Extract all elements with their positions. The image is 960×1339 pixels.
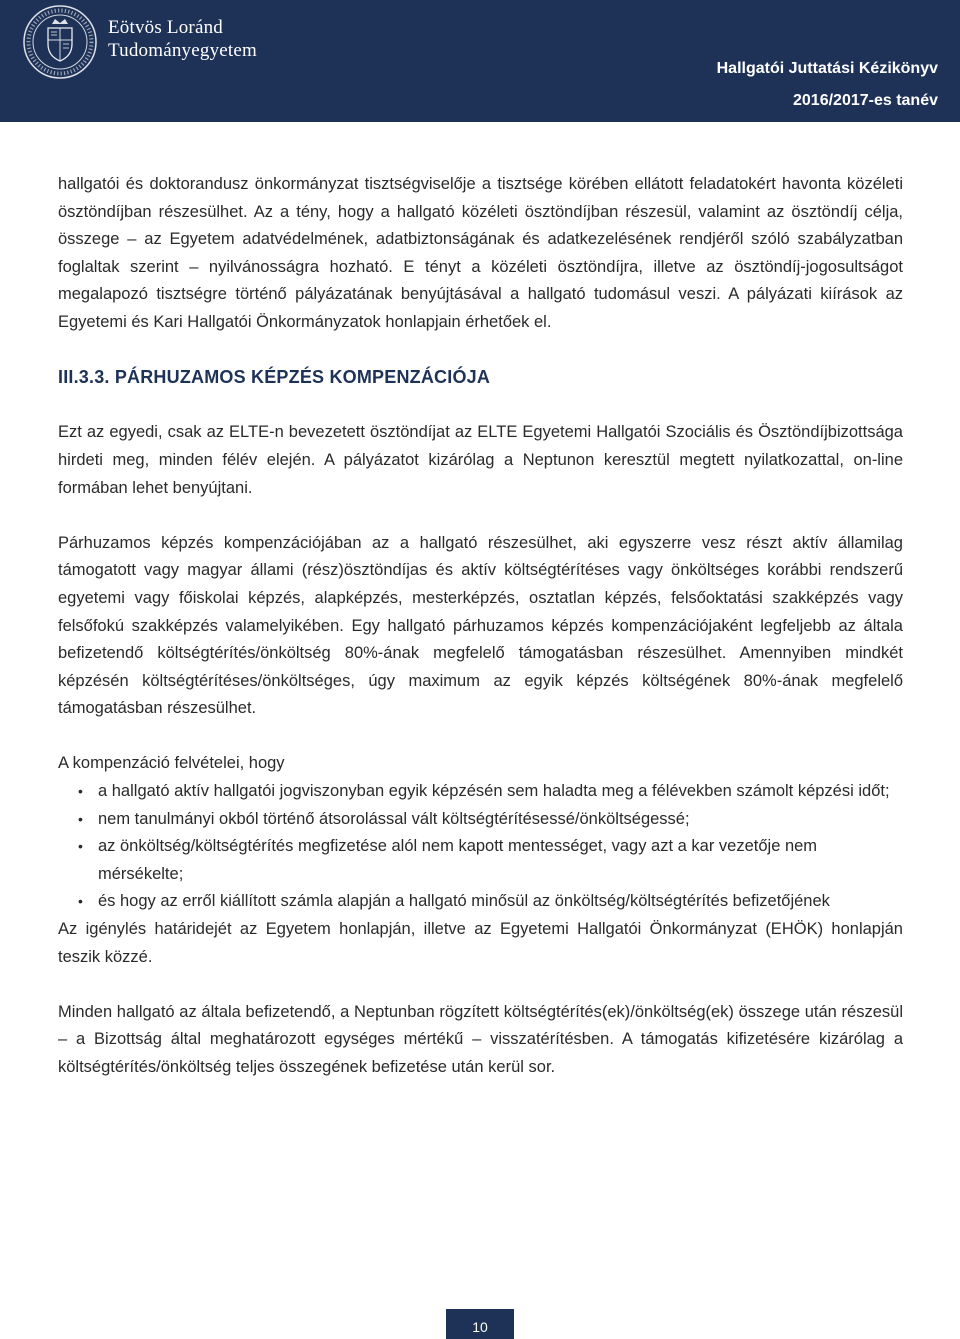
- header-year-strip: [0, 85, 960, 122]
- paragraph-elte-scholarship: Ezt az egyedi, csak az ELTE-n bevezetett ösztöndíjat az ELTE Egyetemi Hallgatói Szociális és Ösztöndíjbizottsága hirdeti meg, minden félév elején. A pályázatot kizárólag a Neptunon keresztül megtett nyilatkozattal, on-line formában lehet benyújtani.: [58, 423, 903, 497]
- paragraph-public-scholarship: hallgatói és doktorandusz önkormányzat tisztségviselője a tisztsége körében ellátott feladatokért havonta közéleti ösztöndíjban részesülhet. Az a tény, hogy a hallgató közéleti ösztöndíjban részesül, valamint az ösztöndíj célja, összege – az Egyetem adatvédelmének, adatbiztonságának és adatkezelésének rendjéről szóló szabályzatban foglaltak szerint – nyilvánosságra hozható. E tényt a közéleti ösztöndíjra, illetve az ösztöndíj-jogosultságot megalapozó tisztségre történő pályázatának benyújtásával a hallgató tudomásul veszi. A pályázati kiírások az Egyetemi és Kari Hallgatói Önkormányzatok honlapjain érhetőek el.: [58, 175, 903, 331]
- academic-year: 2016/2017-es tanév: [793, 92, 938, 109]
- page-number-box: [446, 1309, 514, 1339]
- page-number: 10: [472, 1319, 488, 1335]
- university-name-line2: Tudományegyetem: [108, 40, 258, 61]
- bullet-icon: •: [78, 893, 83, 910]
- conditions-list: [58, 778, 903, 916]
- paragraph-parallel-training: Párhuzamos képzés kompenzációjában az a hallgató részesülhet, aki egyszerre vesz részt aktív államilag támogatott vagy magyar állami (rész)ösztöndíjas és aktív költségtérítéses vagy önköltséges korábbi rendszerű egyetemi vagy főiskolai képzés, alapképzés, mesterképzés, osztatlan képzés, felsőoktatási szakképzés vagy felsőfokú szakképzés valamelyikében. Egy hallgató párhuzamos képzés kompenzációjaként legfeljebb az általa befizetendő költségtérítés/önköltség 80%-ának megfelelő támogatásban részesülhet. Amennyiben mindkét képzésén költségtérítéses/önköltséges, úgy maximum az egyik képzés költségének 80%-ának megfelelő támogatásban részesülhet.: [58, 533, 903, 718]
- list-item: • az önköltség/költségtérítés megfizetése alól nem kapott mentességet, vagy azt a kar vezetője nem mérsékelte;: [98, 833, 903, 888]
- list-item: • nem tanulmányi okból történő átsorolással vált költségtérítésessé/önköltségessé;: [98, 806, 903, 834]
- paragraph-reimbursement: Minden hallgató az általa befizetendő, a Neptunban rögzített költségtérítés(ek)/önköltség(ek) összege után részesül – a Bizottság által meghatározott egységes mértékű – visszatérítésben. A támogatás kifizetésére kizárólag a költségtérítés/önköltség teljes összegének befizetése után kerül sor.: [58, 1002, 903, 1076]
- list-item: • és hogy az erről kiállított számla alapján a hallgató minősül az önköltség/költségtérítés befizetőjének: [98, 888, 903, 916]
- list-item: • a hallgató aktív hallgatói jogviszonyban egyik képzésén sem haladta meg a félévekben számolt képzési időt;: [98, 778, 903, 806]
- section-heading: III.3.3. PÁRHUZAMOS KÉPZÉS KOMPENZÁCIÓJA: [58, 367, 491, 388]
- bullet-icon: •: [78, 838, 83, 855]
- conditions-intro: A kompenzáció felvételei, hogy: [58, 754, 285, 773]
- university-name: [108, 16, 257, 62]
- handbook-title: Hallgatói Juttatási Kézikönyv: [716, 60, 938, 77]
- university-name-line1: Eötvös Loránd: [108, 17, 223, 38]
- university-seal-icon: [22, 4, 98, 80]
- paragraph-deadline: Az igénylés határidejét az Egyetem honlapján, illetve az Egyetemi Hallgatói Önkormányzat (EHÖK) honlapján teszik közzé.: [58, 920, 903, 966]
- page-header: [0, 0, 960, 85]
- bullet-icon: •: [78, 810, 83, 827]
- page-content: [58, 171, 903, 1082]
- bullet-icon: •: [78, 783, 83, 800]
